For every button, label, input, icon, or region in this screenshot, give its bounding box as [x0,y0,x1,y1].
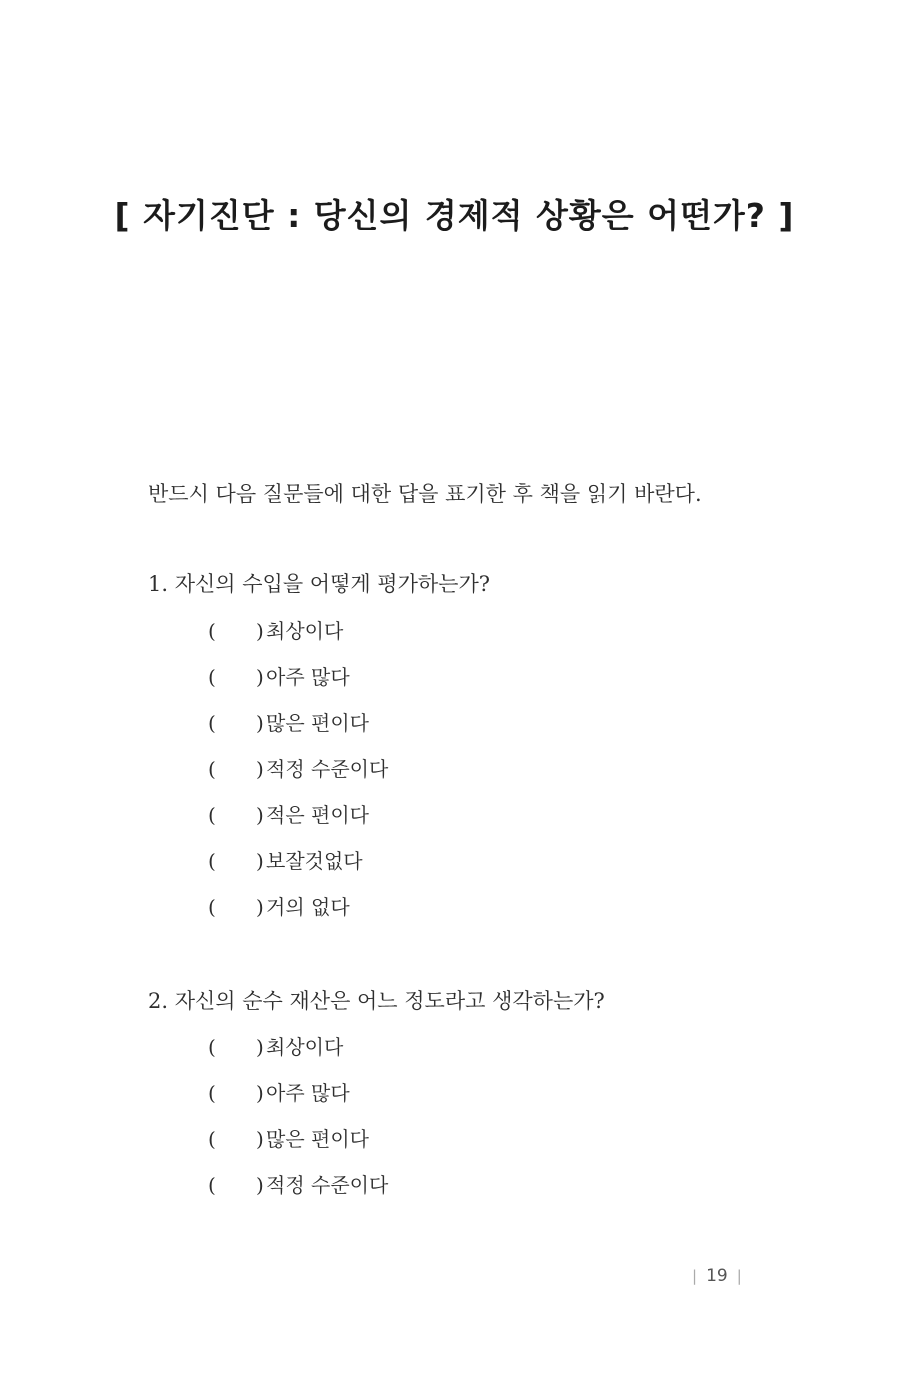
checkbox-open-paren: ( [208,803,216,827]
checkbox-open-paren: ( [208,619,216,643]
checkbox-close-paren: ) [256,895,264,919]
page-number-left-bar: | [692,1267,698,1285]
checkbox-open-paren: ( [208,849,216,873]
option-label: 최상이다 [266,619,344,643]
option-label: 보잘것없다 [266,849,363,873]
option-label: 최상이다 [266,1035,344,1059]
checkbox-open-paren: ( [208,1035,216,1059]
option-label: 적정 수준이다 [266,1173,389,1197]
question-1-option-3[interactable] [208,708,369,738]
checkbox-close-paren: ) [256,1035,264,1059]
question-2: 2. 자신의 순수 재산은 어느 정도라고 생각하는가? [148,989,605,1013]
question-1-option-5[interactable] [208,800,369,830]
page-number-value: 19 [706,1266,728,1286]
checkbox-open-paren: ( [208,1127,216,1151]
page-title: [ 자기진단 : 당신의 경제적 상황은 어떤가? ] [114,196,795,235]
option-label: 많은 편이다 [266,711,369,735]
checkbox-close-paren: ) [256,1127,264,1151]
question-2-option-3[interactable] [208,1124,369,1154]
question-2-option-1[interactable] [208,1032,343,1062]
checkbox-close-paren: ) [256,619,264,643]
question-2-option-4[interactable] [208,1170,388,1200]
checkbox-open-paren: ( [208,1081,216,1105]
checkbox-open-paren: ( [208,1173,216,1197]
option-label: 적정 수준이다 [266,757,389,781]
question-1-option-2[interactable] [208,662,350,692]
option-label: 많은 편이다 [266,1127,369,1151]
option-label: 아주 많다 [266,665,350,689]
checkbox-close-paren: ) [256,803,264,827]
question-2-option-2[interactable] [208,1078,350,1108]
question-1: 1. 자신의 수입을 어떻게 평가하는가? [148,572,490,596]
question-1-option-7[interactable] [208,892,350,922]
page-number-right-bar: | [736,1267,742,1285]
instruction-text: 반드시 다음 질문들에 대한 답을 표기한 후 책을 읽기 바란다. [148,482,702,506]
option-label: 아주 많다 [266,1081,350,1105]
question-1-option-6[interactable] [208,846,363,876]
option-label: 적은 편이다 [266,803,369,827]
checkbox-open-paren: ( [208,757,216,781]
checkbox-close-paren: ) [256,1173,264,1197]
page-number [692,1266,742,1286]
question-1-option-4[interactable] [208,754,388,784]
checkbox-close-paren: ) [256,1081,264,1105]
checkbox-close-paren: ) [256,665,264,689]
checkbox-close-paren: ) [256,711,264,735]
checkbox-open-paren: ( [208,711,216,735]
checkbox-open-paren: ( [208,895,216,919]
checkbox-close-paren: ) [256,849,264,873]
checkbox-open-paren: ( [208,665,216,689]
question-1-option-1[interactable] [208,616,343,646]
option-label: 거의 없다 [266,895,350,919]
checkbox-close-paren: ) [256,757,264,781]
